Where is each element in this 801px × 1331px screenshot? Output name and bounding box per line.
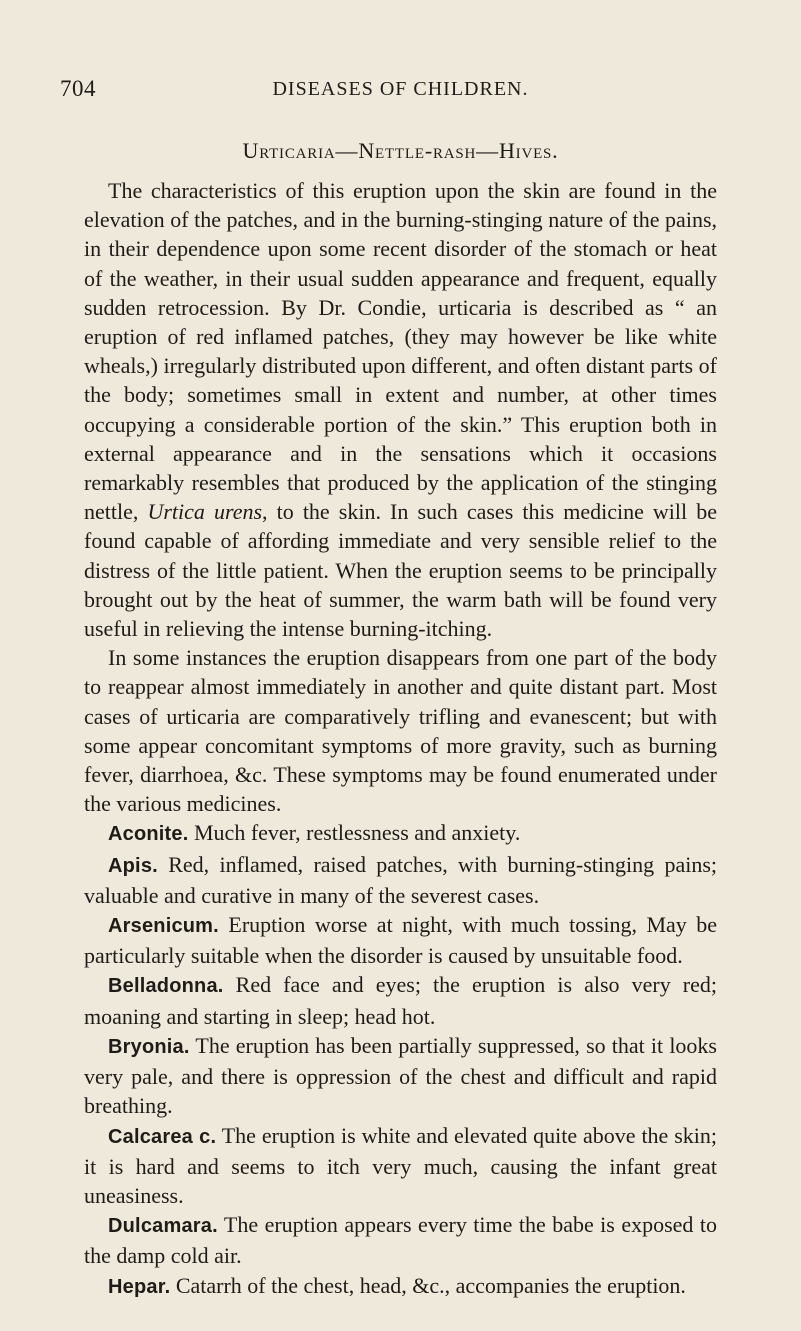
remedy-name: Aconite.: [108, 823, 189, 846]
section-title: Urticaria—Nettle-rash—Hives.: [242, 138, 559, 163]
intro-paragraph-2: In some instances the eruption disappears from one part of the body to reappear almost immediately in another and quite distant part. Most cases of urticaria are comparatively trifling and evanescent; but with some appear concomitant symptoms of more gravity, such as burning fever, diarrhoea, &c. These symptoms may be found enumerated under the various medicines.: [84, 645, 717, 817]
page-number: 704: [60, 76, 96, 101]
remedy-arsenicum: [84, 910, 717, 970]
remedy-name: Dulcamara.: [108, 1215, 218, 1238]
remedy-aconite: [84, 818, 717, 849]
remedy-name: Bryonia.: [108, 1035, 190, 1058]
running-title: DISEASES OF CHILDREN.: [272, 78, 529, 100]
intro-text-a: The characteristics of this eruption upon the skin are found in the elevation of the patches, and in the burning-stinging nature of the pains, in their dependence upon some recent disorder of the stomach or heat of the weather, in their usual sudden appearance and frequent, equally sudden retrocession. By Dr. Condie, urticaria is described as “ an eruption of red inflamed patches, (they may however be like white wheals,) irregularly distributed upon different, and often distant parts of the body; sometimes small in extent and number, at other times occupying a considerable portion of the skin.” This eruption both in external appearance and in the sensations which it occasions remarkably resembles that produced by the application of the stinging nettle,: [84, 178, 717, 525]
remedy-belladonna: [84, 970, 717, 1030]
remedy-name: Apis.: [108, 854, 158, 877]
remedy-dulcamara: [84, 1210, 717, 1270]
remedy-text: The eruption has been partially suppressed, so that it looks very pale, and there is oppression of the chest and difficult and rapid breathing.: [84, 1032, 717, 1119]
remedy-text: Red, inflamed, raised patches, with burning-stinging pains; valuable and curative in many of the severest cases.: [84, 851, 717, 908]
remedy-text: The eruption is white and elevated quite above the skin; it is hard and seems to itch very much, causing the infant great uneasiness.: [84, 1122, 717, 1208]
remedy-text: Red face and eyes; the eruption is also very red; moaning and starting in sleep; head hot.: [84, 972, 718, 1029]
latin-name: Urtica urens: [147, 499, 263, 525]
remedy-name: Calcarea c.: [108, 1125, 217, 1148]
running-head: [60, 76, 717, 108]
remedy-calcarea: [84, 1121, 717, 1211]
remedy-name: Belladonna.: [108, 975, 224, 998]
remedy-text: Eruption worse at night, with much tossing, May be particularly suitable when the disorder is caused by unsuitable food.: [84, 912, 718, 969]
remedy-text: The eruption appears every time the babe is exposed to the damp cold air.: [84, 1212, 717, 1269]
remedy-name: Arsenicum.: [108, 915, 219, 938]
remedy-name: Hepar.: [108, 1275, 171, 1298]
remedy-text: Catarrh of the chest, head, &c., accompanies the eruption.: [175, 1272, 686, 1298]
remedy-bryonia: [84, 1031, 717, 1121]
remedy-hepar: [84, 1271, 717, 1302]
remedy-text: Much fever, restlessness and anxiety.: [194, 820, 521, 846]
intro-text-b: , to the skin. In such cases this medicine will be found capable of affording immediate and very sensible relief to the distress of the little patient. When the eruption seems to be principally brought out by the heat of summer, the warm bath will be found very useful in relieving the intense burning-itching.: [84, 499, 717, 642]
remedy-apis: [84, 850, 717, 910]
intro-paragraph-1: [84, 176, 717, 643]
